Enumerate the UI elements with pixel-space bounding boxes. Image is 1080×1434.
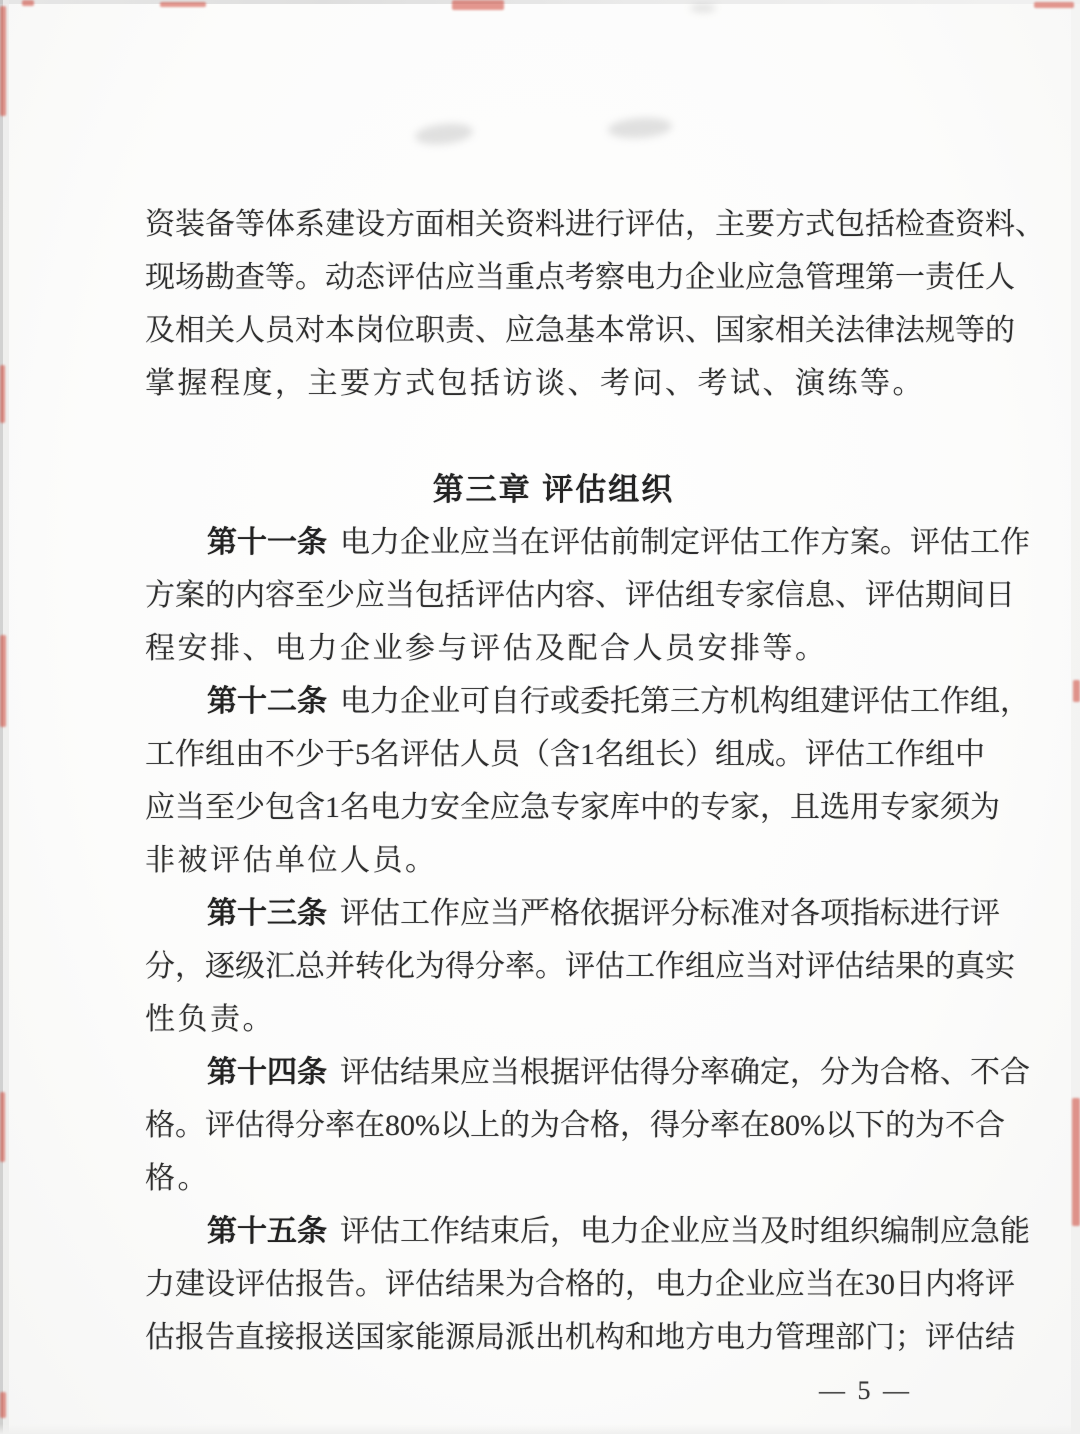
paragraph-continuation [145, 198, 1045, 410]
paragraph-article-14 [145, 1046, 1030, 1205]
line-text: 程安排、电力企业参与评估及配合人员安排等。 [145, 632, 828, 665]
article-number: 第十四条 [207, 1056, 327, 1089]
chapter-heading: 第三章 评估组织 [432, 472, 675, 507]
line-text: 电力企业应当在评估前制定评估工作方案。评估工作 [340, 526, 1030, 559]
text-line [145, 304, 1015, 357]
page-number: — 5 — [819, 1376, 912, 1405]
paragraph-article-12 [145, 675, 1030, 887]
red-edge-mark [22, 0, 34, 6]
line-text: 及相关人员对本岗位职责、应急基本常识、国家相关法律法规等的 [145, 314, 1015, 347]
article-number: 第十三条 [207, 897, 327, 930]
line-text: 评估工作结束后，电力企业应当及时组织编制应急能 [340, 1215, 1030, 1248]
text-line [145, 1046, 1030, 1099]
document-content [145, 198, 1045, 1417]
scan-bottom-edge-shade [0, 1424, 1080, 1434]
red-edge-mark [0, 1392, 6, 1418]
text-line [145, 1311, 1015, 1364]
text-line [145, 781, 1000, 834]
text-line [145, 357, 962, 410]
text-line [145, 1099, 1005, 1152]
red-edge-mark [0, 6, 6, 116]
article-number: 第十五条 [207, 1215, 327, 1248]
red-edge-mark [0, 1092, 5, 1162]
text-line [145, 940, 1015, 993]
text-line [145, 569, 1015, 622]
text-line [145, 1258, 1015, 1311]
line-text: 评估结果应当根据评估得分率确定，分为合格、不合 [340, 1056, 1030, 1089]
text-line [145, 198, 1045, 251]
page-number-row [145, 1364, 962, 1417]
text-line [145, 516, 1030, 569]
text-line [145, 251, 1015, 304]
line-text: 非被评估单位人员。 [145, 844, 438, 877]
red-edge-mark [1034, 2, 1074, 8]
line-text: 力建设评估报告。评估结果为合格的，电力企业应当在30日内将评 [145, 1268, 1015, 1301]
ghost-smudge [690, 4, 716, 12]
red-edge-mark [0, 365, 5, 423]
line-text: 应当至少包含1名电力安全应急专家库中的专家，且选用专家须为 [145, 791, 1000, 824]
text-line [145, 993, 962, 1046]
line-text: 性负责。 [145, 1003, 275, 1036]
red-edge-mark [160, 2, 206, 7]
text-line [145, 675, 1030, 728]
ghost-smudge [414, 121, 474, 147]
paragraph-article-13 [145, 887, 1015, 1046]
red-edge-mark [1073, 680, 1080, 702]
text-line [145, 1205, 1030, 1258]
line-text: 工作组由不少于5名评估人员（含1名组长）组成。评估工作组中 [145, 738, 985, 771]
text-line [145, 728, 985, 781]
blank-line [145, 410, 962, 463]
line-text: 方案的内容至少应当包括评估内容、评估组专家信息、评估期间日 [145, 579, 1015, 612]
article-number: 第十一条 [207, 526, 327, 559]
line-text: 电力企业可自行或委托第三方机构组建评估工作组， [340, 685, 1030, 718]
red-edge-mark [0, 635, 6, 727]
line-text: 分，逐级汇总并转化为得分率。评估工作组应当对评估结果的真实 [145, 950, 1015, 983]
line-text: 资装备等体系建设方面相关资料进行评估，主要方式包括检查资料、 [145, 208, 1045, 241]
line-text: 格。 [145, 1162, 210, 1195]
paragraph-article-15 [145, 1205, 1030, 1364]
paragraph-article-11 [145, 516, 1030, 675]
line-text: 估报告直接报送国家能源局派出机构和地方电力管理部门；评估结 [145, 1321, 1015, 1354]
line-text: 评估工作应当严格依据评分标准对各项指标进行评 [340, 897, 1000, 930]
line-text: 现场勘查等。动态评估应当重点考察电力企业应急管理第一责任人 [145, 261, 1015, 294]
red-edge-mark [1072, 1098, 1080, 1226]
article-number: 第十二条 [207, 685, 327, 718]
text-line [145, 887, 1000, 940]
text-line [145, 622, 962, 675]
text-line [145, 834, 962, 887]
ghost-smudge [607, 116, 672, 140]
line-text: 格。评估得分率在80%以上的为合格，得分率在80%以下的为不合 [145, 1109, 1005, 1142]
red-edge-mark [452, 0, 504, 10]
line-text: 掌握程度，主要方式包括访谈、考问、考试、演练等。 [145, 367, 925, 400]
text-line [145, 1152, 962, 1205]
